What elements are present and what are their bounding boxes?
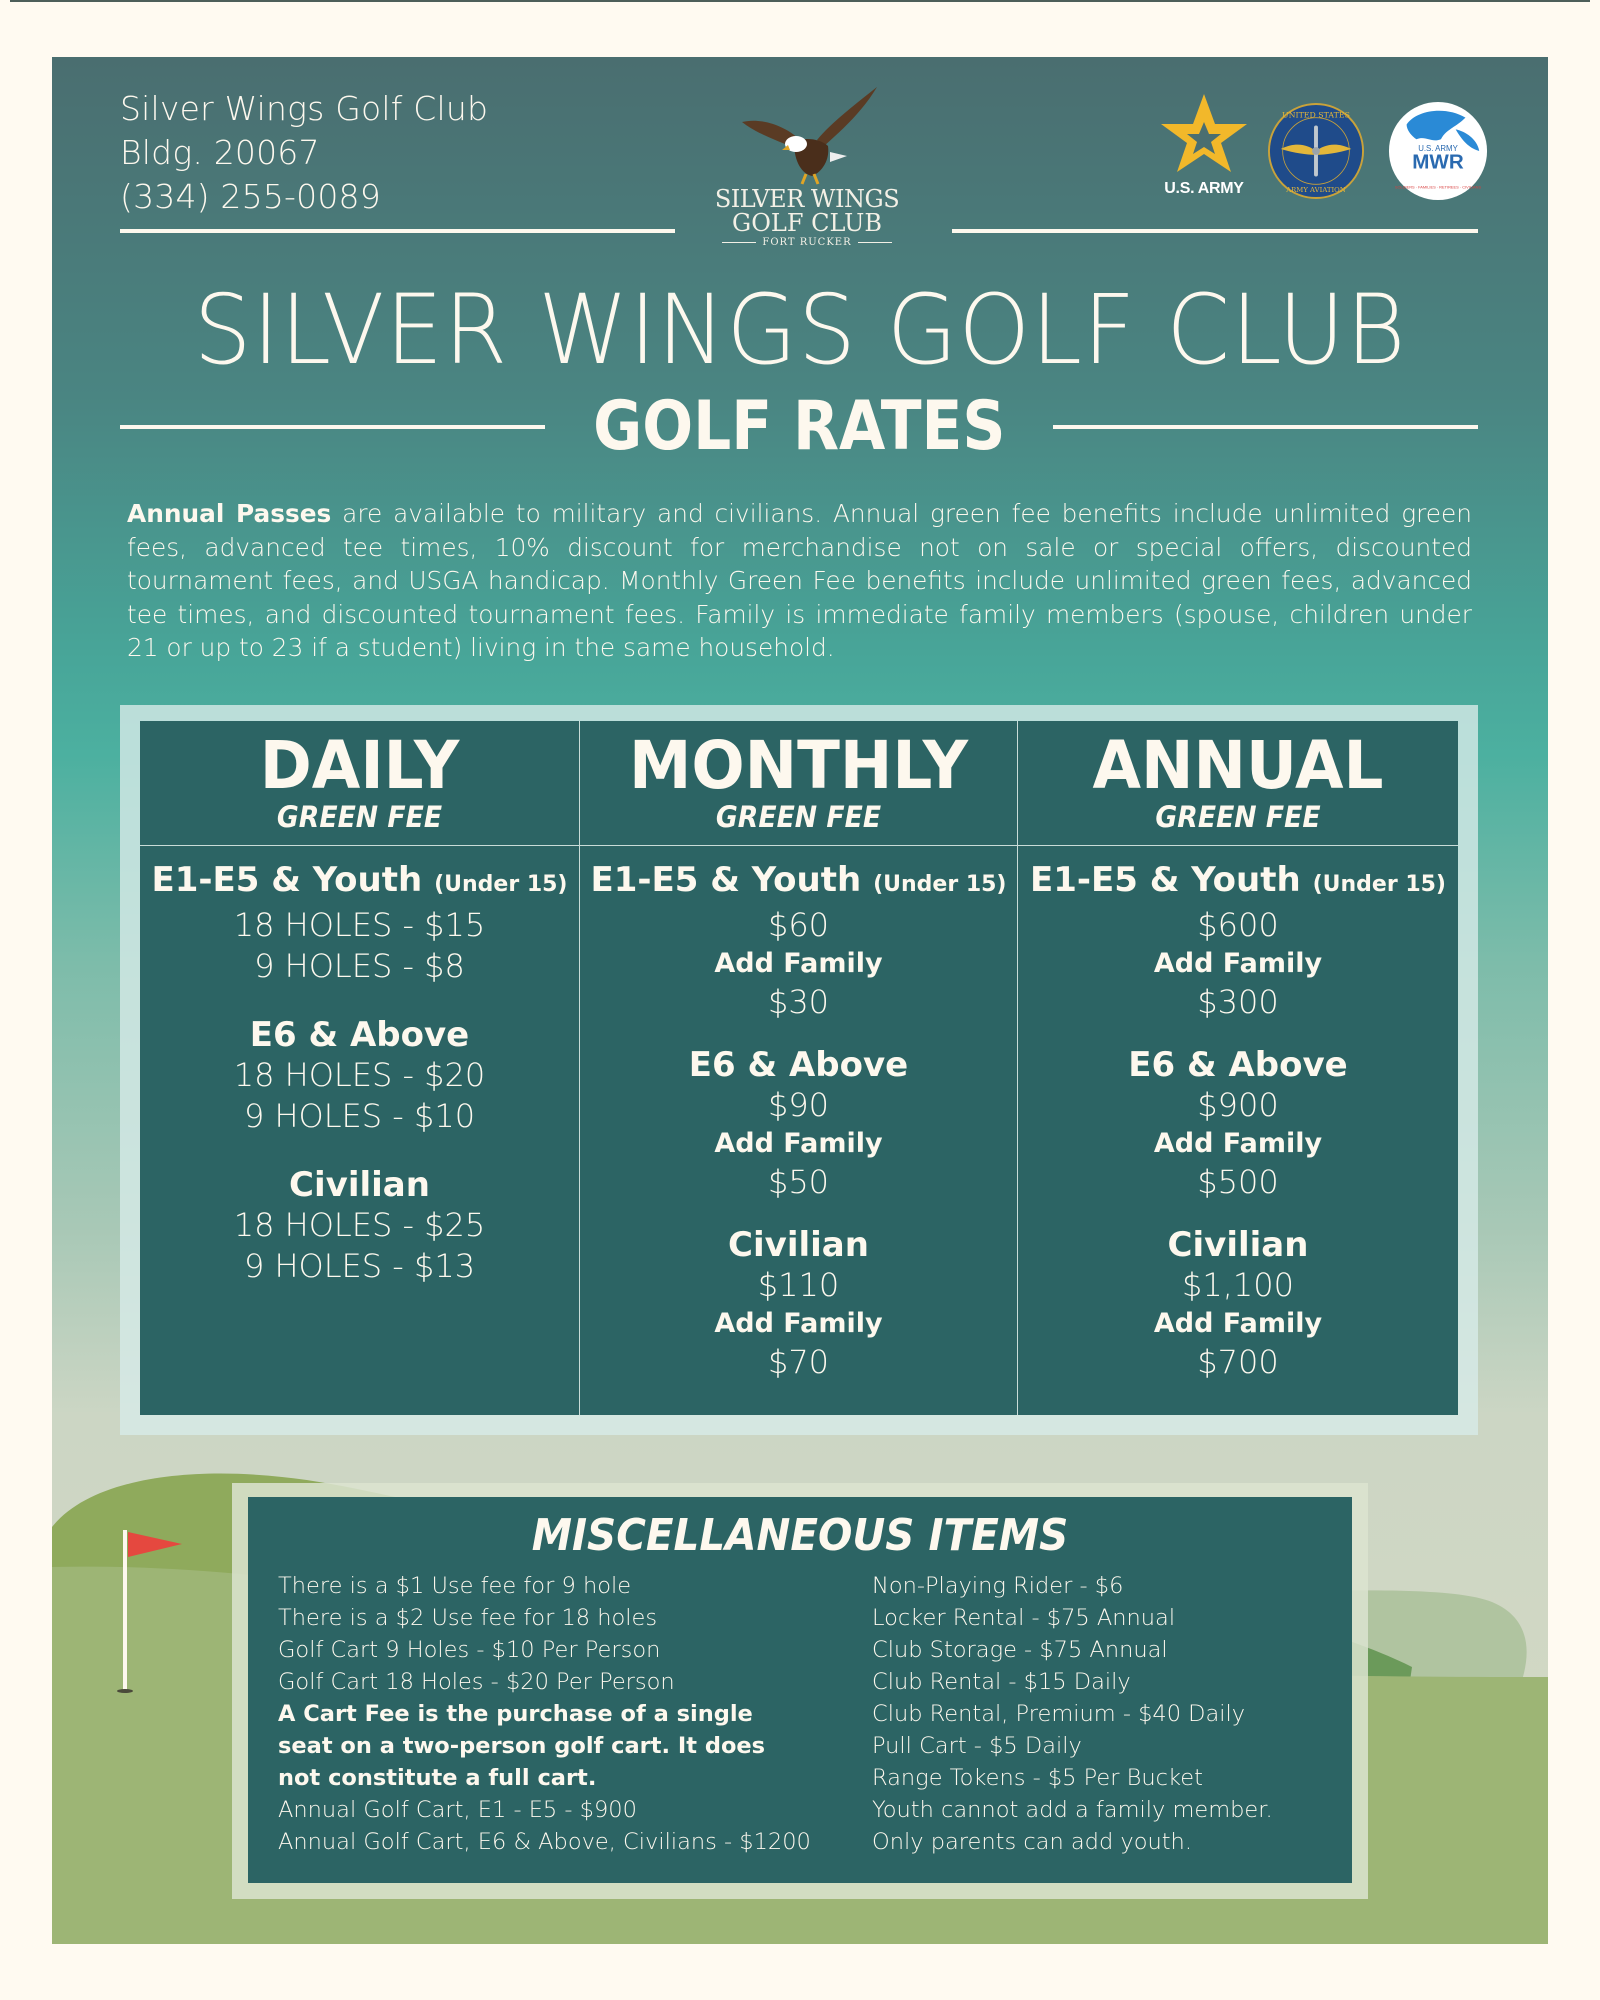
misc-item: Youth cannot add a family member. — [872, 1797, 1273, 1823]
family-price: $300 — [1197, 983, 1279, 1021]
annual-subtitle: GREEN FEE — [1155, 800, 1321, 834]
rate-group — [580, 1045, 1017, 1203]
rate-group — [580, 1225, 1017, 1383]
misc-item: Club Storage - $75 Annual — [872, 1637, 1168, 1663]
price-line: 9 HOLES - $13 — [243, 1247, 476, 1285]
club-name: Silver Wings Golf Club — [120, 89, 489, 128]
rate-group — [1018, 1045, 1458, 1203]
price: $60 — [767, 906, 830, 944]
group-name: E1-E5 & Youth — [590, 860, 862, 900]
family-price: $700 — [1197, 1343, 1279, 1381]
group-title: Civilian — [728, 1225, 869, 1265]
family-price: $70 — [767, 1343, 830, 1381]
mwr-logo-icon — [1387, 100, 1489, 202]
rate-group — [1018, 1225, 1458, 1383]
aviation-seal-top-text: UNITED STATES — [1282, 110, 1350, 120]
misc-item: Locker Rental - $75 Annual — [872, 1605, 1176, 1631]
misc-title: MISCELLANEOUS ITEMS — [531, 1510, 1069, 1561]
group-note: (Under 15) — [434, 872, 568, 897]
page-subtitle: GOLF RATES — [592, 387, 1006, 466]
club-logo — [712, 82, 902, 262]
misc-item: Non-Playing Rider - $6 — [872, 1573, 1124, 1599]
misc-item: Club Rental, Premium - $40 Daily — [872, 1701, 1246, 1727]
group-title: E6 & Above — [249, 1015, 470, 1055]
add-family-label: Add Family — [1153, 948, 1323, 979]
partner-badges — [1159, 92, 1539, 222]
rate-group — [140, 1015, 579, 1137]
misc-item: not constitute a full cart. — [278, 1765, 597, 1791]
daily-header — [140, 721, 580, 846]
family-price: $500 — [1197, 1163, 1279, 1201]
monthly-header — [580, 721, 1018, 846]
misc-item: Golf Cart 9 Holes - $10 Per Person — [278, 1637, 661, 1663]
us-army-badge — [1159, 92, 1249, 198]
add-family-label: Add Family — [714, 1308, 883, 1339]
misc-item: Club Rental - $15 Daily — [872, 1669, 1131, 1695]
daily-title: DAILY — [259, 727, 460, 804]
aviation-seal-bottom-text: ARMY AVIATION — [1286, 186, 1346, 195]
price-line: 9 HOLES - $10 — [243, 1097, 476, 1135]
price: $600 — [1197, 906, 1279, 944]
misc-item: Annual Golf Cart, E6 & Above, Civilians - $1200 — [278, 1829, 811, 1855]
contact-info — [120, 87, 488, 219]
army-aviation-seal-icon — [1267, 102, 1365, 200]
subtitle-rule-left — [120, 425, 545, 429]
rate-group — [140, 860, 579, 987]
price: $110 — [757, 1266, 840, 1304]
misc-item: A Cart Fee is the purchase of a single — [278, 1701, 753, 1727]
price: $900 — [1197, 1086, 1279, 1124]
monthly-title: MONTHLY — [628, 727, 969, 804]
annual-title: ANNUAL — [1092, 727, 1384, 804]
misc-item: Golf Cart 18 Holes - $20 Per Person — [278, 1669, 675, 1695]
group-title: E6 & Above — [1128, 1045, 1348, 1085]
annual-header — [1018, 721, 1458, 846]
price-line: 18 HOLES - $20 — [233, 1056, 486, 1094]
group-name: E1-E5 & Youth — [1029, 860, 1301, 900]
group-note: (Under 15) — [1312, 872, 1446, 897]
monthly-subtitle: GREEN FEE — [715, 800, 882, 834]
building-number: Bldg. 20067 — [120, 133, 320, 172]
mwr-big-text: MWR — [1412, 150, 1464, 174]
price-line: 18 HOLES - $25 — [233, 1206, 486, 1244]
logo-line-2: GOLF CLUB — [732, 209, 882, 237]
misc-item: There is a $1 Use fee for 9 hole — [278, 1573, 632, 1599]
price-line: 9 HOLES - $8 — [254, 947, 465, 985]
logo-line-1: SILVER WINGS — [714, 185, 900, 213]
family-price: $30 — [767, 983, 830, 1021]
group-title: Civilian — [289, 1165, 430, 1205]
rate-table — [140, 721, 1458, 1415]
group-title — [580, 860, 1017, 905]
rate-group — [140, 1165, 579, 1287]
army-star-icon — [1159, 92, 1249, 172]
price-line: 18 HOLES - $15 — [233, 906, 486, 944]
add-family-label: Add Family — [714, 948, 883, 979]
group-title: Civilian — [1167, 1225, 1309, 1265]
poster-panel — [52, 57, 1548, 1944]
group-note: (Under 15) — [873, 872, 1007, 897]
eagle-icon — [732, 82, 882, 187]
rate-group — [1018, 860, 1458, 1023]
daily-subtitle: GREEN FEE — [276, 800, 443, 834]
misc-item: Range Tokens - $5 Per Bucket — [872, 1765, 1203, 1791]
daily-rates — [140, 846, 580, 1415]
monthly-rates — [580, 846, 1018, 1415]
header-rule-right — [952, 229, 1478, 233]
misc-item: Annual Golf Cart, E1 - E5 - $900 — [278, 1797, 637, 1823]
intro-body: are available to military and civilians. Annual green fee benefits include unlimited green fees, advanced tee times, 10% discount for merchandise not on sale or special offers, discounted tournament fees, and USGA handicap. Monthly Green Fee benefits include unlimited green fees, advanced tee times, and discounted tournament fees. Family is immediate family members (spouse, children under 21 or up to 23 if a student) living in the same household. — [127, 499, 1472, 662]
group-title: E6 & Above — [688, 1045, 909, 1085]
subtitle-rule-right — [1053, 425, 1478, 429]
page-title: SILVER WINGS GOLF CLUB — [193, 274, 1407, 386]
add-family-label: Add Family — [1153, 1308, 1323, 1339]
intro-paragraph — [127, 497, 1472, 665]
group-name: E1-E5 & Youth — [151, 860, 423, 900]
misc-items-box — [248, 1497, 1352, 1883]
family-price: $50 — [767, 1163, 830, 1201]
price: $1,100 — [1182, 1266, 1294, 1304]
misc-item: Only parents can add youth. — [872, 1829, 1192, 1855]
misc-right-list — [872, 1570, 1332, 1858]
group-title — [140, 860, 579, 905]
logo-line-3 — [712, 237, 902, 248]
rate-group — [580, 860, 1017, 1023]
intro-lead: Annual Passes — [127, 499, 332, 528]
top-border-line — [10, 0, 1590, 2]
misc-left-list — [278, 1570, 868, 1858]
add-family-label: Add Family — [714, 1128, 883, 1159]
header-rule-left — [120, 229, 675, 233]
misc-item: There is a $2 Use fee for 18 holes — [278, 1605, 658, 1631]
army-label: U.S. ARMY — [1164, 180, 1244, 197]
subtitle-row — [120, 387, 1478, 466]
group-title — [1018, 860, 1458, 905]
price: $90 — [767, 1086, 830, 1124]
misc-item: Pull Cart - $5 Daily — [872, 1733, 1082, 1759]
add-family-label: Add Family — [1153, 1128, 1323, 1159]
misc-item: seat on a two-person golf cart. It does — [278, 1733, 766, 1759]
mwr-ring-text: SOLDIERS · FAMILIES · RETIREES · CIVILIANS — [1394, 184, 1482, 190]
phone-number[interactable]: (334) 255-0089 — [120, 177, 381, 216]
logo-location: FORT RUCKER — [762, 237, 852, 248]
annual-rates — [1018, 846, 1458, 1415]
mwr-small-text: U.S. ARMY — [1418, 144, 1458, 153]
